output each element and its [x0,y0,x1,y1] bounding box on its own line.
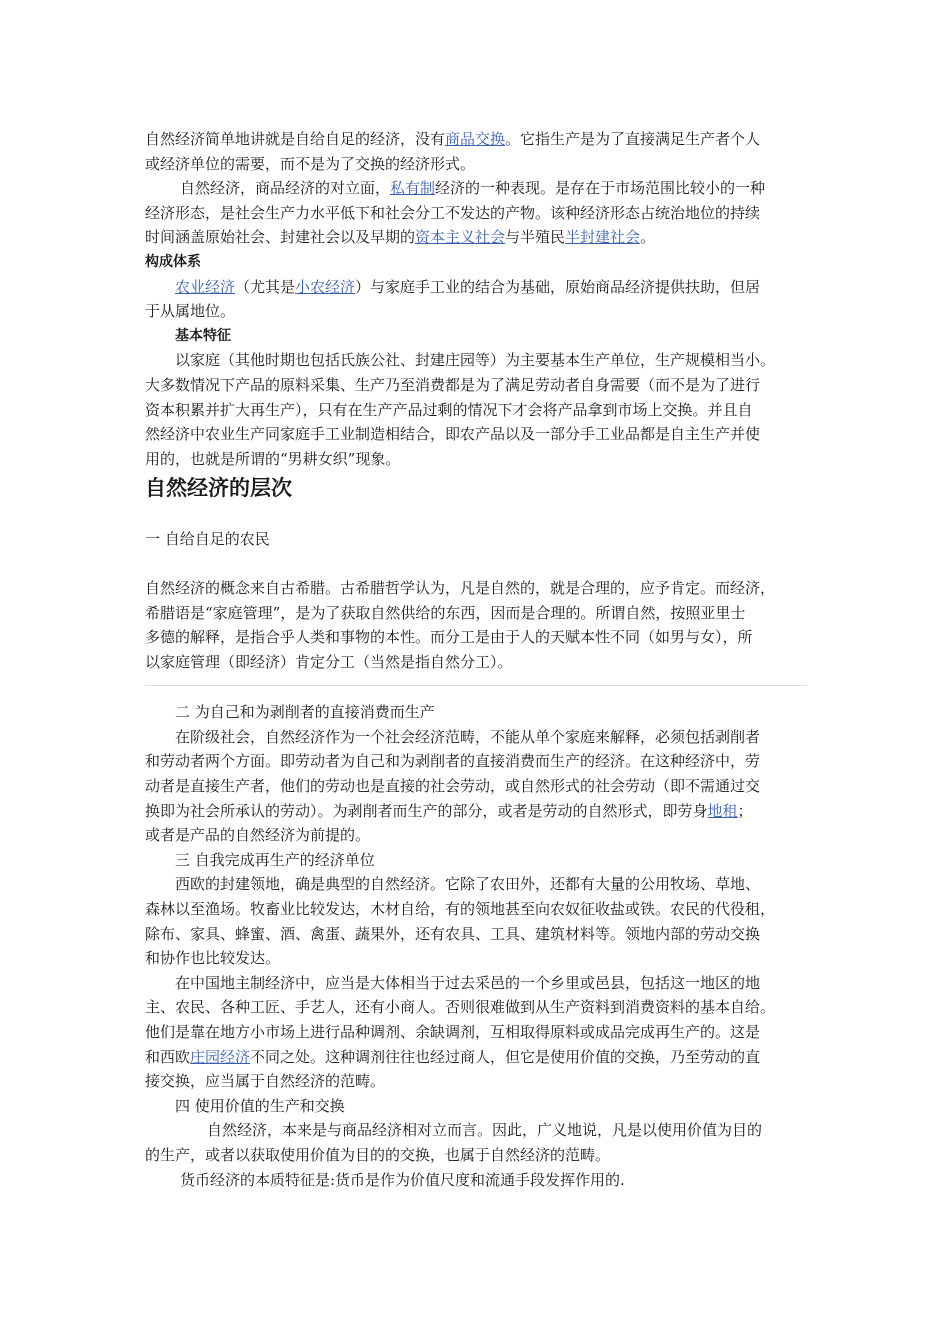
level2-title: 二 为自己和为剥削者的直接消费而生产 [175,703,435,722]
paragraph-level3-china: 在中国地主制经济中，应当是大体相当于过去采邑的一个乡里或邑县，包括这一地区的地 主、农民、各种工匠、手艺人，还有小商人。否则很难做到从生产资料到消费资料的基本自给。 他们是靠在地方小市场上进行品种调剂、余缺调剂，互相取得原料或成品完成再生产的。这是 和西欧庄园经济不同之处。这种调剂往往也经过商人，但它是使用价值的交换，乃至劳动的直 接交换，应当属于自然经济的范畴。 [145,973,776,1091]
paragraph-level4: 自然经济，本来是与商品经济相对立而言。因此，广义地说，凡是以使用价值为目的 的生产，或者以获取使用价值为目的的交换，也属于自然经济的范畴。 [145,1121,763,1164]
link-agricultural-economy[interactable]: 农业经济 [175,277,236,296]
link-manor-economy[interactable]: 庄园经济 [190,1047,251,1066]
paragraph-level3-west: 西欧的封建领地，确是典型的自然经济。它除了农田外，还都有大量的公用牧场、草地、 森林以至渔场。牧畜业比较发达，木材自给，有的领地甚至向农奴征收盐或铁。农民的代役租， 除布、家具、蜂蜜、酒、禽蛋、蔬果外，还有农具、工具、建筑材料等。领地内部的劳动交换 和协作也比较发达。 [145,875,776,968]
level3-title: 三 自我完成再生产的经济单位 [175,850,375,869]
paragraph-level2: 在阶级社会，自然经济作为一个社会经济范畴，不能从单个家庭来解释，必须包括剥削者 和劳动者两个方面。即劳动者为自己和为剥削者的直接消费而生产的经济。在这种经济中，劳 动者是直接生产者，他们的劳动也是直接的社会劳动，或自然形式的社会劳动（即不需通过交 换即为社会所承认的劳动）。为剥削者而生产的部分，或者是劳动的自然形式，即劳身地租； 或者是产品的自然经济为前提的。 [145,727,761,845]
document-body [145,127,807,1192]
heading-features: 基本特征 [175,327,231,344]
section-title-levels: 自然经济的层次 [145,476,292,501]
paragraph-money-economy: 货币经济的本质特征是:货币是作为价值尺度和流通手段发挥作用的. [180,1170,625,1189]
link-private-ownership[interactable]: 私有制 [390,179,436,198]
paragraph-intro: 自然经济简单地讲就是自给自足的经济，没有商品交换。它指生产是为了直接满足生产者个人 或经济单位的需要，而不是为了交换的经济形式。 [145,130,761,173]
link-capitalist-society[interactable]: 资本主义社会 [415,228,506,247]
heading-structure: 构成体系 [145,253,201,270]
link-commodity-exchange[interactable]: 商品交换 [445,130,506,148]
level1-title: 一 自给自足的农民 [145,530,270,549]
paragraph-definition: 自然经济，商品经济的对立面，私有制经济的一种表现。是存在于市场范围比较小的一种 经济形态，是社会生产力水平低下和社会分工不发达的产物。该种经济形态占统治地位的持续 时间涵盖原始社会、封建社会以及早期的资本主义社会与半殖民半封建社会。 [145,179,766,247]
paragraph-structure: 农业经济（尤其是小农经济）与家庭手工业的结合为基础，原始商品经济提供扶助，但居 于从属地位。 [145,277,761,321]
paragraph-features: 以家庭（其他时期也包括氏族公社、封建庄园等）为主要基本生产单位，生产规模相当小。 大多数情况下产品的原料采集、生产乃至消费都是为了满足劳动者自身需要（而不是为了进行 资本积累并扩大再生产），只有在生产产品过剩的情况下才会将产品拿到市场上交换。并且自 然经济中农业生产同家庭手工业制造相结合，即农产品以及一部分手工业品都是自主生产并使 用的，也就是所谓的“男耕女织”现象。 [145,351,776,468]
link-small-peasant-economy[interactable]: 小农经济 [295,277,356,296]
link-land-rent[interactable]: 地租 [707,801,738,820]
link-semi-feudal-society[interactable]: 半封建社会 [565,228,641,247]
paragraph-level1: 自然经济的概念来自古希腊。古希腊哲学认为，凡是自然的，就是合理的，应予肯定。而经济， 希腊语是“家庭管理”，是为了获取自然供给的东西，因而是合理的。所谓自然，按照亚里士 多德的解释，是指合乎人类和事物的本性。而分工是由于人的天赋本性不同（如男与女），所 以家庭管理（即经济）肯定分工（当然是指自然分工）。 [145,578,776,671]
level4-title: 四 使用价值的生产和交换 [175,1096,345,1115]
horizontal-divider [145,685,807,686]
